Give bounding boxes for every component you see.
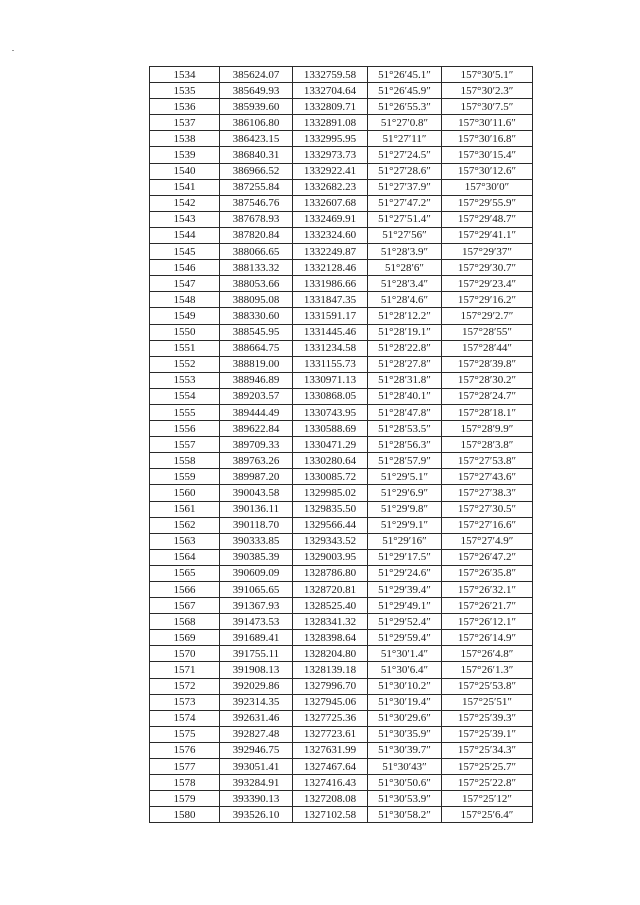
y-coordinate-cell: 1332682.23 bbox=[293, 179, 368, 195]
y-coordinate-cell: 1332469.91 bbox=[293, 211, 368, 227]
x-coordinate-cell: 391908.13 bbox=[220, 662, 293, 678]
y-coordinate-cell: 1327723.61 bbox=[293, 726, 368, 742]
latitude-cell: 51°29′9.8″ bbox=[368, 501, 442, 517]
latitude-cell: 51°28′6″ bbox=[368, 260, 442, 276]
point-number-cell: 1571 bbox=[150, 662, 220, 678]
point-number-cell: 1562 bbox=[150, 517, 220, 533]
point-number-cell: 1544 bbox=[150, 227, 220, 243]
table-row bbox=[150, 759, 533, 775]
y-coordinate-cell: 1330280.64 bbox=[293, 453, 368, 469]
longitude-cell: 157°26′21.7″ bbox=[442, 598, 533, 614]
longitude-cell: 157°30′5.1″ bbox=[442, 67, 533, 83]
x-coordinate-cell: 393284.91 bbox=[220, 775, 293, 791]
y-coordinate-cell: 1332324.60 bbox=[293, 227, 368, 243]
y-coordinate-cell: 1327467.64 bbox=[293, 759, 368, 775]
longitude-cell: 157°29′55.9″ bbox=[442, 195, 533, 211]
table-row bbox=[150, 614, 533, 630]
latitude-cell: 51°28′53.5″ bbox=[368, 421, 442, 437]
y-coordinate-cell: 1332607.68 bbox=[293, 195, 368, 211]
longitude-cell: 157°30′15.4″ bbox=[442, 147, 533, 163]
y-coordinate-cell: 1327945.06 bbox=[293, 694, 368, 710]
table-row bbox=[150, 388, 533, 404]
y-coordinate-cell: 1331155.73 bbox=[293, 356, 368, 372]
latitude-cell: 51°30′6.4″ bbox=[368, 662, 442, 678]
x-coordinate-cell: 387820.84 bbox=[220, 227, 293, 243]
longitude-cell: 157°29′37″ bbox=[442, 244, 533, 260]
longitude-cell: 157°29′41.1″ bbox=[442, 227, 533, 243]
table-row bbox=[150, 340, 533, 356]
table-row bbox=[150, 517, 533, 533]
longitude-cell: 157°28′3.8″ bbox=[442, 437, 533, 453]
x-coordinate-cell: 388095.08 bbox=[220, 292, 293, 308]
y-coordinate-cell: 1331445.46 bbox=[293, 324, 368, 340]
x-coordinate-cell: 387678.93 bbox=[220, 211, 293, 227]
table-row bbox=[150, 244, 533, 260]
point-number-cell: 1569 bbox=[150, 630, 220, 646]
x-coordinate-cell: 389203.57 bbox=[220, 388, 293, 404]
x-coordinate-cell: 387546.76 bbox=[220, 195, 293, 211]
y-coordinate-cell: 1332973.73 bbox=[293, 147, 368, 163]
latitude-cell: 51°30′43″ bbox=[368, 759, 442, 775]
table-row bbox=[150, 791, 533, 807]
y-coordinate-cell: 1332249.87 bbox=[293, 244, 368, 260]
y-coordinate-cell: 1331986.66 bbox=[293, 276, 368, 292]
point-number-cell: 1550 bbox=[150, 324, 220, 340]
latitude-cell: 51°27′51.4″ bbox=[368, 211, 442, 227]
y-coordinate-cell: 1328786.80 bbox=[293, 565, 368, 581]
latitude-cell: 51°30′58.2″ bbox=[368, 807, 442, 823]
point-number-cell: 1553 bbox=[150, 372, 220, 388]
table-row bbox=[150, 83, 533, 99]
longitude-cell: 157°30′0″ bbox=[442, 179, 533, 195]
longitude-cell: 157°27′4.9″ bbox=[442, 533, 533, 549]
y-coordinate-cell: 1330471.29 bbox=[293, 437, 368, 453]
latitude-cell: 51°29′6.9″ bbox=[368, 485, 442, 501]
point-number-cell: 1539 bbox=[150, 147, 220, 163]
y-coordinate-cell: 1328139.18 bbox=[293, 662, 368, 678]
longitude-cell: 157°30′12.6″ bbox=[442, 163, 533, 179]
longitude-cell: 157°29′30.7″ bbox=[442, 260, 533, 276]
longitude-cell: 157°28′55″ bbox=[442, 324, 533, 340]
latitude-cell: 51°26′55.3″ bbox=[368, 99, 442, 115]
longitude-cell: 157°27′16.6″ bbox=[442, 517, 533, 533]
x-coordinate-cell: 388133.32 bbox=[220, 260, 293, 276]
longitude-cell: 157°25′22.8″ bbox=[442, 775, 533, 791]
latitude-cell: 51°28′12.2″ bbox=[368, 308, 442, 324]
latitude-cell: 51°28′56.3″ bbox=[368, 437, 442, 453]
longitude-cell: 157°27′30.5″ bbox=[442, 501, 533, 517]
x-coordinate-cell: 392631.46 bbox=[220, 710, 293, 726]
table-row bbox=[150, 308, 533, 324]
table-row bbox=[150, 453, 533, 469]
point-number-cell: 1567 bbox=[150, 598, 220, 614]
point-number-cell: 1563 bbox=[150, 533, 220, 549]
table-row bbox=[150, 710, 533, 726]
x-coordinate-cell: 390118.70 bbox=[220, 517, 293, 533]
y-coordinate-cell: 1331847.35 bbox=[293, 292, 368, 308]
latitude-cell: 51°27′47.2″ bbox=[368, 195, 442, 211]
longitude-cell: 157°30′16.8″ bbox=[442, 131, 533, 147]
latitude-cell: 51°28′3.4″ bbox=[368, 276, 442, 292]
point-number-cell: 1568 bbox=[150, 614, 220, 630]
x-coordinate-cell: 392029.86 bbox=[220, 678, 293, 694]
latitude-cell: 51°28′22.8″ bbox=[368, 340, 442, 356]
point-number-cell: 1575 bbox=[150, 726, 220, 742]
y-coordinate-cell: 1327208.08 bbox=[293, 791, 368, 807]
longitude-cell: 157°26′4.8″ bbox=[442, 646, 533, 662]
latitude-cell: 51°27′11″ bbox=[368, 131, 442, 147]
table-row bbox=[150, 437, 533, 453]
longitude-cell: 157°25′25.7″ bbox=[442, 759, 533, 775]
point-number-cell: 1537 bbox=[150, 115, 220, 131]
table-row bbox=[150, 115, 533, 131]
table-row bbox=[150, 565, 533, 581]
point-number-cell: 1536 bbox=[150, 99, 220, 115]
table-row bbox=[150, 260, 533, 276]
latitude-cell: 51°26′45.9″ bbox=[368, 83, 442, 99]
x-coordinate-cell: 390333.85 bbox=[220, 533, 293, 549]
y-coordinate-cell: 1332704.64 bbox=[293, 83, 368, 99]
longitude-cell: 157°30′2.3″ bbox=[442, 83, 533, 99]
table-row bbox=[150, 227, 533, 243]
x-coordinate-cell: 390043.58 bbox=[220, 485, 293, 501]
longitude-cell: 157°26′12.1″ bbox=[442, 614, 533, 630]
point-number-cell: 1541 bbox=[150, 179, 220, 195]
table-row bbox=[150, 163, 533, 179]
point-number-cell: 1554 bbox=[150, 388, 220, 404]
latitude-cell: 51°29′16″ bbox=[368, 533, 442, 549]
y-coordinate-cell: 1330588.69 bbox=[293, 421, 368, 437]
point-number-cell: 1577 bbox=[150, 759, 220, 775]
latitude-cell: 51°30′50.6″ bbox=[368, 775, 442, 791]
latitude-cell: 51°29′52.4″ bbox=[368, 614, 442, 630]
y-coordinate-cell: 1328341.32 bbox=[293, 614, 368, 630]
point-number-cell: 1549 bbox=[150, 308, 220, 324]
y-coordinate-cell: 1331234.58 bbox=[293, 340, 368, 356]
table-row bbox=[150, 646, 533, 662]
x-coordinate-cell: 393526.10 bbox=[220, 807, 293, 823]
table-row bbox=[150, 775, 533, 791]
table-row bbox=[150, 131, 533, 147]
table-row bbox=[150, 372, 533, 388]
y-coordinate-cell: 1328204.80 bbox=[293, 646, 368, 662]
x-coordinate-cell: 388066.65 bbox=[220, 244, 293, 260]
latitude-cell: 51°29′59.4″ bbox=[368, 630, 442, 646]
y-coordinate-cell: 1328398.64 bbox=[293, 630, 368, 646]
x-coordinate-cell: 392946.75 bbox=[220, 742, 293, 758]
x-coordinate-cell: 386106.80 bbox=[220, 115, 293, 131]
x-coordinate-cell: 389987.20 bbox=[220, 469, 293, 485]
x-coordinate-cell: 390385.39 bbox=[220, 549, 293, 565]
table-row bbox=[150, 356, 533, 372]
latitude-cell: 51°30′10.2″ bbox=[368, 678, 442, 694]
table-row bbox=[150, 662, 533, 678]
y-coordinate-cell: 1330085.72 bbox=[293, 469, 368, 485]
point-number-cell: 1570 bbox=[150, 646, 220, 662]
table-row bbox=[150, 501, 533, 517]
point-number-cell: 1559 bbox=[150, 469, 220, 485]
y-coordinate-cell: 1329835.50 bbox=[293, 501, 368, 517]
longitude-cell: 157°29′16.2″ bbox=[442, 292, 533, 308]
table-row bbox=[150, 485, 533, 501]
point-number-cell: 1560 bbox=[150, 485, 220, 501]
y-coordinate-cell: 1328720.81 bbox=[293, 582, 368, 598]
point-number-cell: 1542 bbox=[150, 195, 220, 211]
y-coordinate-cell: 1327996.70 bbox=[293, 678, 368, 694]
point-number-cell: 1572 bbox=[150, 678, 220, 694]
y-coordinate-cell: 1329985.02 bbox=[293, 485, 368, 501]
longitude-cell: 157°25′6.4″ bbox=[442, 807, 533, 823]
point-number-cell: 1547 bbox=[150, 276, 220, 292]
table-row bbox=[150, 421, 533, 437]
x-coordinate-cell: 390136.11 bbox=[220, 501, 293, 517]
table-row bbox=[150, 549, 533, 565]
table-row bbox=[150, 742, 533, 758]
y-coordinate-cell: 1330743.95 bbox=[293, 404, 368, 420]
table-row bbox=[150, 67, 533, 83]
point-number-cell: 1538 bbox=[150, 131, 220, 147]
table-row bbox=[150, 276, 533, 292]
latitude-cell: 51°29′17.5″ bbox=[368, 549, 442, 565]
longitude-cell: 157°27′38.3″ bbox=[442, 485, 533, 501]
point-number-cell: 1580 bbox=[150, 807, 220, 823]
x-coordinate-cell: 392314.35 bbox=[220, 694, 293, 710]
table-row bbox=[150, 404, 533, 420]
x-coordinate-cell: 385624.07 bbox=[220, 67, 293, 83]
table-row bbox=[150, 630, 533, 646]
longitude-cell: 157°27′53.8″ bbox=[442, 453, 533, 469]
latitude-cell: 51°29′5.1″ bbox=[368, 469, 442, 485]
point-number-cell: 1566 bbox=[150, 582, 220, 598]
longitude-cell: 157°26′35.8″ bbox=[442, 565, 533, 581]
x-coordinate-cell: 391755.11 bbox=[220, 646, 293, 662]
longitude-cell: 157°25′51″ bbox=[442, 694, 533, 710]
x-coordinate-cell: 388946.89 bbox=[220, 372, 293, 388]
x-coordinate-cell: 386840.31 bbox=[220, 147, 293, 163]
point-number-cell: 1552 bbox=[150, 356, 220, 372]
y-coordinate-cell: 1332891.08 bbox=[293, 115, 368, 131]
x-coordinate-cell: 391367.93 bbox=[220, 598, 293, 614]
point-number-cell: 1556 bbox=[150, 421, 220, 437]
longitude-cell: 157°25′39.3″ bbox=[442, 710, 533, 726]
x-coordinate-cell: 391689.41 bbox=[220, 630, 293, 646]
x-coordinate-cell: 385649.93 bbox=[220, 83, 293, 99]
table-row bbox=[150, 292, 533, 308]
longitude-cell: 157°29′48.7″ bbox=[442, 211, 533, 227]
latitude-cell: 51°29′9.1″ bbox=[368, 517, 442, 533]
point-number-cell: 1546 bbox=[150, 260, 220, 276]
latitude-cell: 51°30′19.4″ bbox=[368, 694, 442, 710]
longitude-cell: 157°26′14.9″ bbox=[442, 630, 533, 646]
longitude-cell: 157°28′18.1″ bbox=[442, 404, 533, 420]
table-row bbox=[150, 469, 533, 485]
y-coordinate-cell: 1327631.99 bbox=[293, 742, 368, 758]
table-row bbox=[150, 99, 533, 115]
x-coordinate-cell: 391473.53 bbox=[220, 614, 293, 630]
longitude-cell: 157°25′39.1″ bbox=[442, 726, 533, 742]
x-coordinate-cell: 388819.00 bbox=[220, 356, 293, 372]
point-number-cell: 1545 bbox=[150, 244, 220, 260]
point-number-cell: 1574 bbox=[150, 710, 220, 726]
longitude-cell: 157°25′53.8″ bbox=[442, 678, 533, 694]
latitude-cell: 51°28′57.9″ bbox=[368, 453, 442, 469]
longitude-cell: 157°27′43.6″ bbox=[442, 469, 533, 485]
longitude-cell: 157°29′2.7″ bbox=[442, 308, 533, 324]
x-coordinate-cell: 386423.15 bbox=[220, 131, 293, 147]
point-number-cell: 1555 bbox=[150, 404, 220, 420]
table-row bbox=[150, 211, 533, 227]
table-row bbox=[150, 678, 533, 694]
x-coordinate-cell: 389763.26 bbox=[220, 453, 293, 469]
table-row bbox=[150, 598, 533, 614]
y-coordinate-cell: 1332128.46 bbox=[293, 260, 368, 276]
point-number-cell: 1540 bbox=[150, 163, 220, 179]
longitude-cell: 157°28′30.2″ bbox=[442, 372, 533, 388]
point-number-cell: 1548 bbox=[150, 292, 220, 308]
point-number-cell: 1579 bbox=[150, 791, 220, 807]
scan-speck bbox=[12, 50, 14, 51]
latitude-cell: 51°30′1.4″ bbox=[368, 646, 442, 662]
longitude-cell: 157°25′34.3″ bbox=[442, 742, 533, 758]
y-coordinate-cell: 1328525.40 bbox=[293, 598, 368, 614]
table-row bbox=[150, 179, 533, 195]
point-number-cell: 1557 bbox=[150, 437, 220, 453]
y-coordinate-cell: 1329343.52 bbox=[293, 533, 368, 549]
x-coordinate-cell: 385939.60 bbox=[220, 99, 293, 115]
latitude-cell: 51°28′27.8″ bbox=[368, 356, 442, 372]
x-coordinate-cell: 392827.48 bbox=[220, 726, 293, 742]
latitude-cell: 51°27′0.8″ bbox=[368, 115, 442, 131]
latitude-cell: 51°29′24.6″ bbox=[368, 565, 442, 581]
x-coordinate-cell: 388545.95 bbox=[220, 324, 293, 340]
longitude-cell: 157°25′12″ bbox=[442, 791, 533, 807]
longitude-cell: 157°26′32.1″ bbox=[442, 582, 533, 598]
y-coordinate-cell: 1327102.58 bbox=[293, 807, 368, 823]
table-row bbox=[150, 694, 533, 710]
y-coordinate-cell: 1332995.95 bbox=[293, 131, 368, 147]
point-number-cell: 1573 bbox=[150, 694, 220, 710]
x-coordinate-cell: 391065.65 bbox=[220, 582, 293, 598]
coordinates-table bbox=[149, 66, 533, 823]
latitude-cell: 51°30′39.7″ bbox=[368, 742, 442, 758]
y-coordinate-cell: 1329003.95 bbox=[293, 549, 368, 565]
point-number-cell: 1576 bbox=[150, 742, 220, 758]
y-coordinate-cell: 1327725.36 bbox=[293, 710, 368, 726]
y-coordinate-cell: 1332809.71 bbox=[293, 99, 368, 115]
x-coordinate-cell: 386966.52 bbox=[220, 163, 293, 179]
x-coordinate-cell: 389709.33 bbox=[220, 437, 293, 453]
table-row bbox=[150, 147, 533, 163]
longitude-cell: 157°28′39.8″ bbox=[442, 356, 533, 372]
coordinates-table-body bbox=[150, 67, 533, 823]
longitude-cell: 157°28′44″ bbox=[442, 340, 533, 356]
longitude-cell: 157°30′7.5″ bbox=[442, 99, 533, 115]
latitude-cell: 51°30′35.9″ bbox=[368, 726, 442, 742]
longitude-cell: 157°26′47.2″ bbox=[442, 549, 533, 565]
table-row bbox=[150, 533, 533, 549]
point-number-cell: 1535 bbox=[150, 83, 220, 99]
y-coordinate-cell: 1332922.41 bbox=[293, 163, 368, 179]
latitude-cell: 51°30′53.9″ bbox=[368, 791, 442, 807]
x-coordinate-cell: 388053.66 bbox=[220, 276, 293, 292]
y-coordinate-cell: 1331591.17 bbox=[293, 308, 368, 324]
table-row bbox=[150, 324, 533, 340]
table-row bbox=[150, 726, 533, 742]
longitude-cell: 157°26′1.3″ bbox=[442, 662, 533, 678]
latitude-cell: 51°27′37.9″ bbox=[368, 179, 442, 195]
x-coordinate-cell: 393051.41 bbox=[220, 759, 293, 775]
x-coordinate-cell: 388330.60 bbox=[220, 308, 293, 324]
y-coordinate-cell: 1329566.44 bbox=[293, 517, 368, 533]
y-coordinate-cell: 1330868.05 bbox=[293, 388, 368, 404]
x-coordinate-cell: 387255.84 bbox=[220, 179, 293, 195]
table-row bbox=[150, 582, 533, 598]
latitude-cell: 51°28′47.8″ bbox=[368, 404, 442, 420]
latitude-cell: 51°28′3.9″ bbox=[368, 244, 442, 260]
x-coordinate-cell: 393390.13 bbox=[220, 791, 293, 807]
longitude-cell: 157°30′11.6″ bbox=[442, 115, 533, 131]
latitude-cell: 51°27′28.6″ bbox=[368, 163, 442, 179]
latitude-cell: 51°28′4.6″ bbox=[368, 292, 442, 308]
point-number-cell: 1578 bbox=[150, 775, 220, 791]
point-number-cell: 1534 bbox=[150, 67, 220, 83]
latitude-cell: 51°26′45.1″ bbox=[368, 67, 442, 83]
y-coordinate-cell: 1327416.43 bbox=[293, 775, 368, 791]
latitude-cell: 51°27′56″ bbox=[368, 227, 442, 243]
y-coordinate-cell: 1332759.58 bbox=[293, 67, 368, 83]
longitude-cell: 157°28′9.9″ bbox=[442, 421, 533, 437]
table-row bbox=[150, 807, 533, 823]
point-number-cell: 1543 bbox=[150, 211, 220, 227]
latitude-cell: 51°28′31.8″ bbox=[368, 372, 442, 388]
x-coordinate-cell: 389622.84 bbox=[220, 421, 293, 437]
point-number-cell: 1551 bbox=[150, 340, 220, 356]
latitude-cell: 51°28′19.1″ bbox=[368, 324, 442, 340]
longitude-cell: 157°29′23.4″ bbox=[442, 276, 533, 292]
y-coordinate-cell: 1330971.13 bbox=[293, 372, 368, 388]
longitude-cell: 157°28′24.7″ bbox=[442, 388, 533, 404]
point-number-cell: 1558 bbox=[150, 453, 220, 469]
point-number-cell: 1564 bbox=[150, 549, 220, 565]
latitude-cell: 51°28′40.1″ bbox=[368, 388, 442, 404]
x-coordinate-cell: 388664.75 bbox=[220, 340, 293, 356]
x-coordinate-cell: 389444.49 bbox=[220, 404, 293, 420]
latitude-cell: 51°30′29.6″ bbox=[368, 710, 442, 726]
latitude-cell: 51°27′24.5″ bbox=[368, 147, 442, 163]
table-row bbox=[150, 195, 533, 211]
latitude-cell: 51°29′49.1″ bbox=[368, 598, 442, 614]
latitude-cell: 51°29′39.4″ bbox=[368, 582, 442, 598]
x-coordinate-cell: 390609.09 bbox=[220, 565, 293, 581]
point-number-cell: 1561 bbox=[150, 501, 220, 517]
point-number-cell: 1565 bbox=[150, 565, 220, 581]
